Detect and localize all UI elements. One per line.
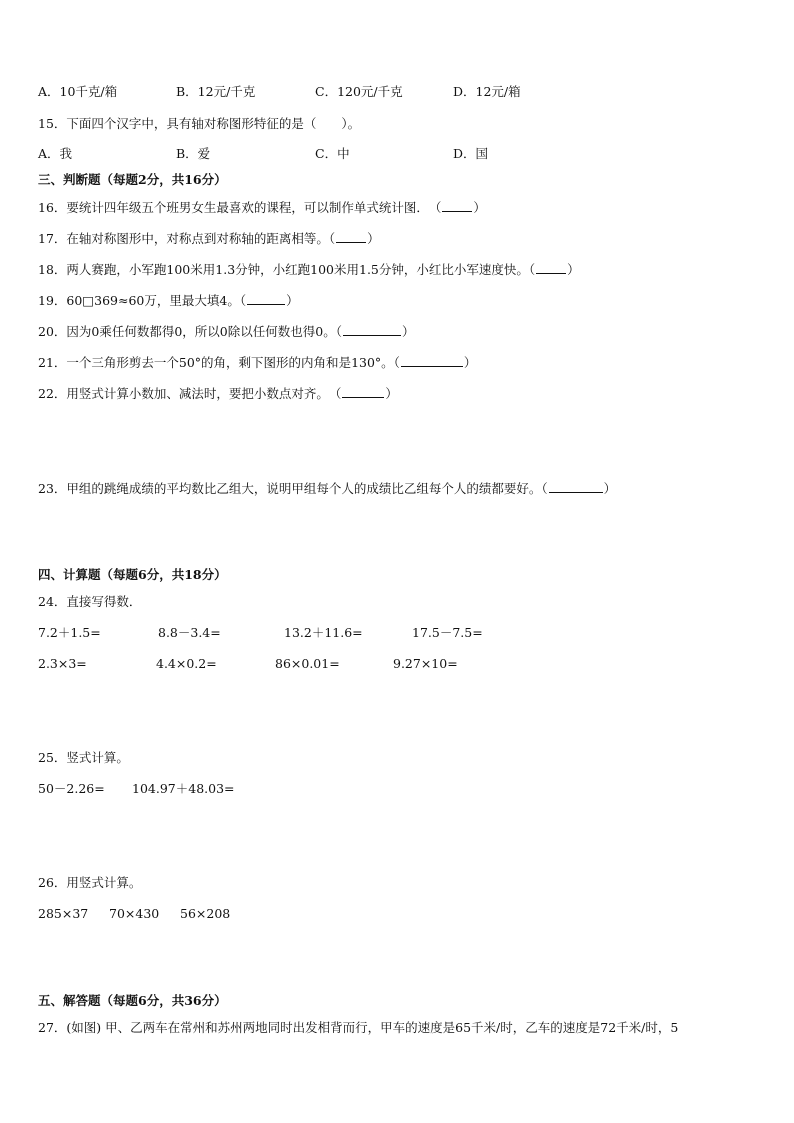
q19-text: 19．60□369≈60万，里最大填4。（ (38, 293, 247, 308)
q20-question (38, 323, 414, 340)
q24-r1-item-2: 8.8－3.4= (158, 625, 221, 640)
q18-text: 18．两人赛跑，小军跑100米用1.3分钟，小红跑100米用1.5分钟，小红比小军速度快。（ (38, 262, 536, 277)
q14-option-a: A．10千克/箱 (38, 84, 118, 99)
q24-r2-item-2: 4.4×0.2= (156, 656, 217, 671)
q19-answer-blank[interactable] (247, 292, 285, 305)
q15-option-d: D．国 (453, 146, 489, 161)
q16-answer-blank[interactable] (442, 199, 472, 212)
q24-r2-item-3: 86×0.01= (275, 656, 340, 671)
q14-option-c: C．120元/千克 (315, 84, 403, 99)
q15-option-b: B．爱 (176, 146, 211, 161)
q19-close: ） (286, 293, 299, 308)
q15-option-c: C．中 (315, 146, 350, 161)
q25-item-1: 50－2.26= (38, 781, 105, 796)
q26-title: 26．用竖式计算。 (38, 875, 142, 890)
q26-item-3: 56×208 (180, 906, 231, 921)
q15-option-a: A．我 (38, 146, 73, 161)
q26-item-1: 285×37 (38, 906, 89, 921)
q17-close: ） (367, 231, 380, 246)
q21-text: 21．一个三角形剪去一个50°的角，剩下图形的内角和是130°。（ (38, 355, 400, 370)
q17-question (38, 230, 380, 247)
q24-r1-item-3: 13.2＋11.6= (284, 625, 363, 640)
q23-close: ） (603, 481, 617, 496)
q20-text: 20．因为0乘任何数都得0，所以0除以任何数也得0。（ (38, 324, 342, 339)
q20-close: ） (401, 324, 415, 339)
q14-option-b: B．12元/千克 (176, 84, 256, 99)
q19-question (38, 292, 299, 309)
section-5-heading: 五、解答题（每题6分，共36分） (38, 993, 227, 1008)
q21-question (38, 354, 476, 371)
q16-close: ） (473, 200, 486, 215)
q16-question (38, 199, 486, 216)
q24-r2-item-4: 9.27×10= (393, 656, 458, 671)
q24-r1-item-1: 7.2＋1.5= (38, 625, 101, 640)
q17-answer-blank[interactable] (336, 230, 366, 243)
q18-answer-blank[interactable] (536, 261, 566, 274)
q21-close: ） (463, 355, 477, 370)
q14-option-d: D．12元/箱 (453, 84, 521, 99)
q24-r1-item-4: 17.5－7.5= (412, 625, 483, 640)
q25-item-2: 104.97＋48.03= (132, 781, 235, 796)
q24-r2-item-1: 2.3×3= (38, 656, 87, 671)
q23-question (38, 480, 616, 497)
q25-title: 25．竖式计算。 (38, 750, 129, 765)
q26-item-2: 70×430 (109, 906, 160, 921)
q23-text: 23．甲组的跳绳成绩的平均数比乙组大，说明甲组每个人的成绩比乙组每个人的绩都要好。（ (38, 481, 548, 496)
q22-close: ） (385, 386, 398, 401)
q24-title: 24．直接写得数． (38, 594, 142, 609)
q18-close: ） (567, 262, 580, 277)
q27-question: 27．(如图) 甲、乙两车在常州和苏州两地同时出发相背而行，甲车的速度是65千米/时，乙车的速度是72千米/时，5 (38, 1020, 679, 1035)
q22-text: 22．用竖式计算小数加、减法时，要把小数点对齐。 （ (38, 386, 342, 401)
q17-text: 17．在轴对称图形中，对称点到对称轴的距离相等。（ (38, 231, 336, 246)
q21-answer-blank[interactable] (401, 354, 463, 367)
q22-question (38, 385, 398, 402)
section-3-heading: 三、判断题（每题2分，共16分） (38, 172, 227, 187)
q18-question (38, 261, 580, 278)
q20-answer-blank[interactable] (343, 323, 401, 336)
q16-text: 16．要统计四年级五个班男女生最喜欢的课程，可以制作单式统计图． （ (38, 200, 442, 215)
q22-answer-blank[interactable] (342, 385, 384, 398)
section-4-heading: 四、计算题（每题6分，共18分） (38, 567, 227, 582)
q15-question: 15．下面四个汉字中，具有轴对称图形特征的是（ ）。 (38, 116, 361, 131)
q23-answer-blank[interactable] (549, 480, 603, 493)
